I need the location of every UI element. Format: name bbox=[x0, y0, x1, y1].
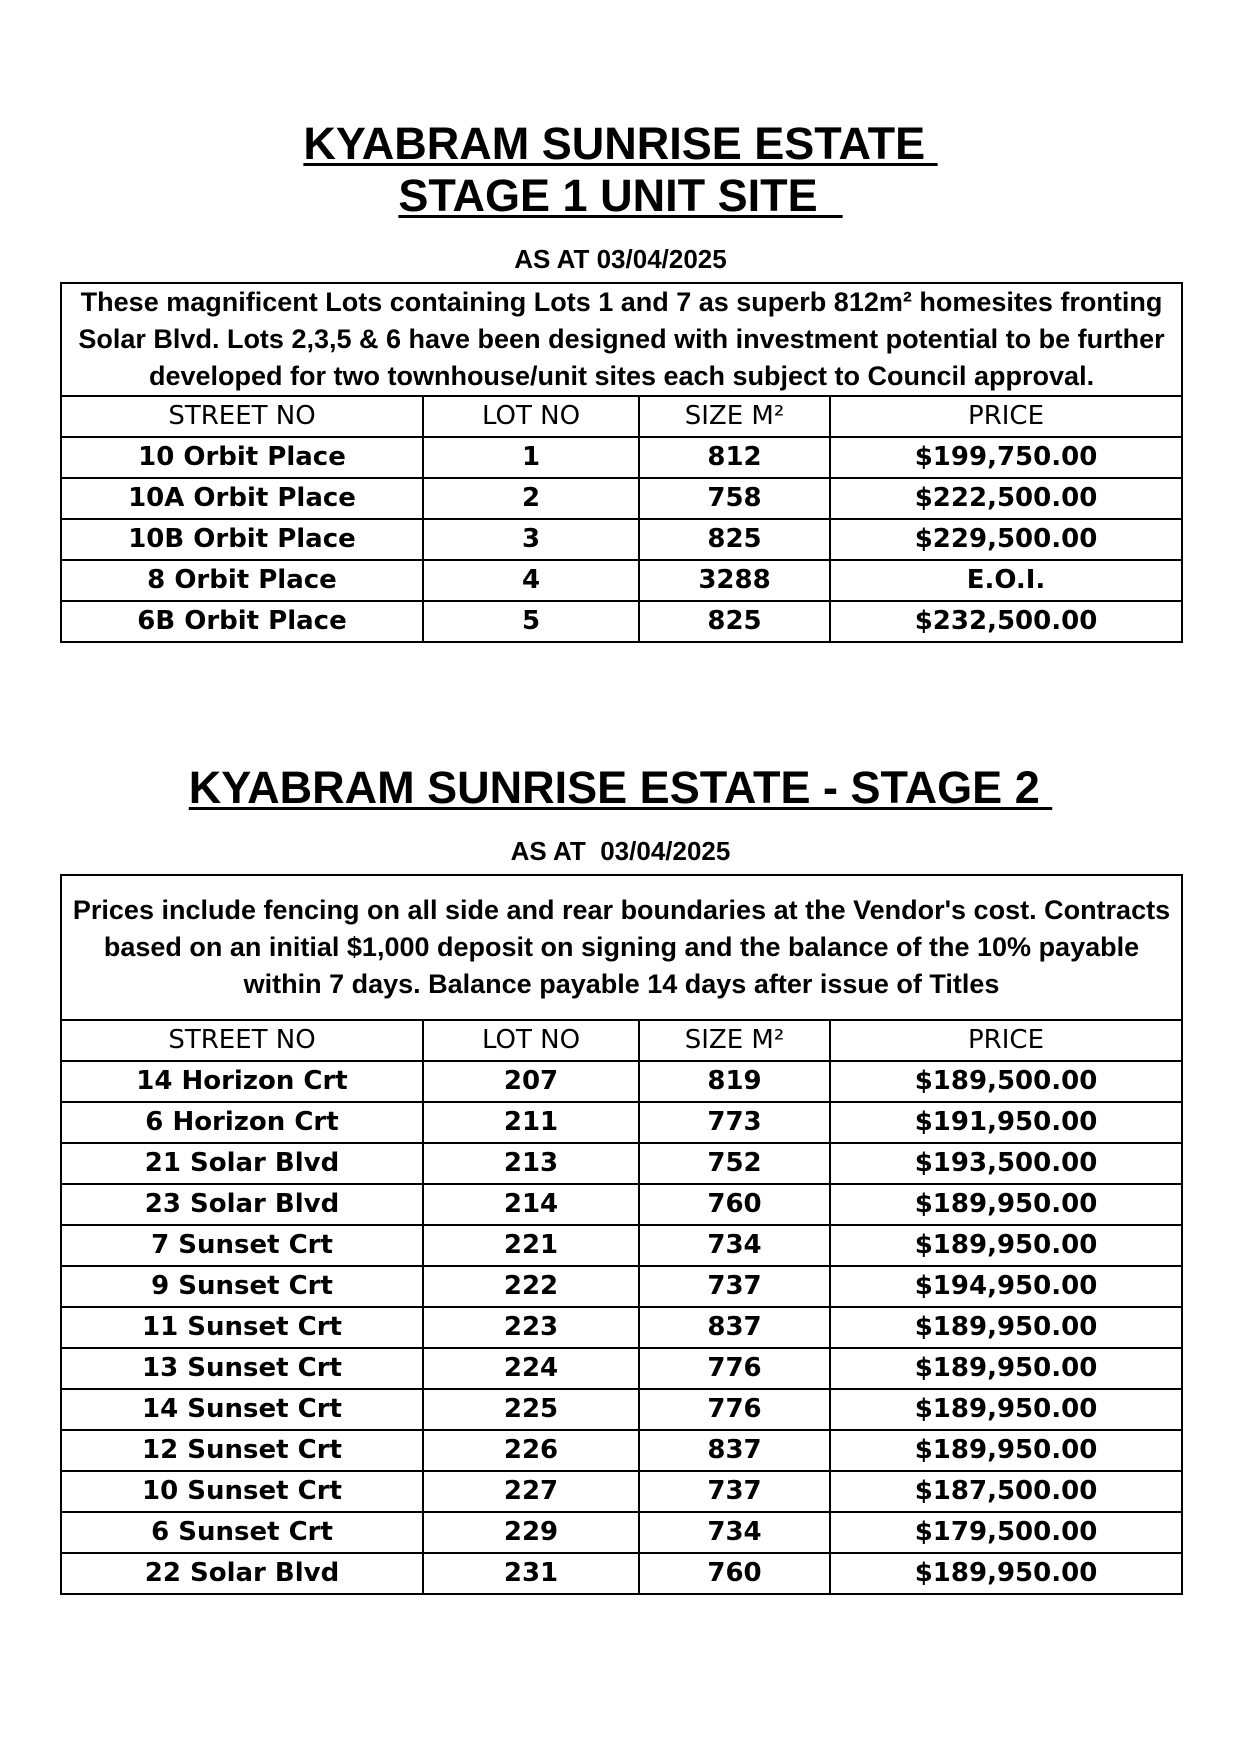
lot-row bbox=[61, 1307, 1182, 1348]
size-cell: 752 bbox=[639, 1143, 830, 1184]
lot-row bbox=[61, 1143, 1182, 1184]
lot-no-cell: 1 bbox=[423, 437, 639, 478]
lot-no-cell: 231 bbox=[423, 1553, 639, 1594]
stage1-lots-table bbox=[60, 282, 1183, 643]
size-cell: 837 bbox=[639, 1307, 830, 1348]
lot-row bbox=[61, 1389, 1182, 1430]
column-header-street-no: STREET NO bbox=[61, 1020, 423, 1061]
street-no-cell: 10B Orbit Place bbox=[61, 519, 423, 560]
lot-row bbox=[61, 1471, 1182, 1512]
price-cell: $232,500.00 bbox=[830, 601, 1182, 642]
column-header-lot-no: LOT NO bbox=[423, 396, 639, 437]
stage2-title: KYABRAM SUNRISE ESTATE - STAGE 2 bbox=[188, 762, 1053, 813]
price-cell: $229,500.00 bbox=[830, 519, 1182, 560]
size-cell: 737 bbox=[639, 1471, 830, 1512]
street-no-cell: 23 Solar Blvd bbox=[61, 1184, 423, 1225]
stage2-as-at-date: AS AT 03/04/2025 bbox=[510, 836, 731, 866]
size-cell: 737 bbox=[639, 1266, 830, 1307]
lot-no-cell: 222 bbox=[423, 1266, 639, 1307]
lot-no-cell: 2 bbox=[423, 478, 639, 519]
price-cell: $222,500.00 bbox=[830, 478, 1182, 519]
price-cell: $189,950.00 bbox=[830, 1553, 1182, 1594]
lot-row bbox=[61, 601, 1182, 642]
column-header-lot-no: LOT NO bbox=[423, 1020, 639, 1061]
column-header-size: SIZE M² bbox=[639, 1020, 830, 1061]
lot-no-cell: 3 bbox=[423, 519, 639, 560]
lot-row bbox=[61, 1102, 1182, 1143]
lot-no-cell: 226 bbox=[423, 1430, 639, 1471]
lot-row bbox=[61, 519, 1182, 560]
lot-row bbox=[61, 1184, 1182, 1225]
price-cell: $193,500.00 bbox=[830, 1143, 1182, 1184]
lot-no-cell: 221 bbox=[423, 1225, 639, 1266]
lot-row bbox=[61, 1553, 1182, 1594]
price-cell: $194,950.00 bbox=[830, 1266, 1182, 1307]
price-cell: $189,950.00 bbox=[830, 1307, 1182, 1348]
price-cell: $189,950.00 bbox=[830, 1389, 1182, 1430]
price-cell: $189,500.00 bbox=[830, 1061, 1182, 1102]
size-cell: 773 bbox=[639, 1102, 830, 1143]
size-cell: 825 bbox=[639, 519, 830, 560]
stage1-intro-row bbox=[61, 283, 1182, 396]
price-cell: $189,950.00 bbox=[830, 1430, 1182, 1471]
lot-row bbox=[61, 1348, 1182, 1389]
lot-row bbox=[61, 437, 1182, 478]
stage1-title-line1: KYABRAM SUNRISE ESTATE bbox=[303, 118, 938, 169]
lot-no-cell: 213 bbox=[423, 1143, 639, 1184]
street-no-cell: 6 Horizon Crt bbox=[61, 1102, 423, 1143]
street-no-cell: 6B Orbit Place bbox=[61, 601, 423, 642]
street-no-cell: 13 Sunset Crt bbox=[61, 1348, 423, 1389]
lot-no-cell: 227 bbox=[423, 1471, 639, 1512]
size-cell: 776 bbox=[639, 1348, 830, 1389]
street-no-cell: 14 Horizon Crt bbox=[61, 1061, 423, 1102]
lot-no-cell: 207 bbox=[423, 1061, 639, 1102]
street-no-cell: 10 Sunset Crt bbox=[61, 1471, 423, 1512]
lot-row bbox=[61, 1061, 1182, 1102]
price-cell: $187,500.00 bbox=[830, 1471, 1182, 1512]
stage1-intro-text: These magnificent Lots containing Lots 1 and 7 as superb 812m² homesites fronting Solar Blvd. Lots 2,3,5 & 6 have been designed with investment potential to be further developed for two townhouse/unit sites each subject to Council approval. bbox=[61, 283, 1182, 396]
lot-no-cell: 223 bbox=[423, 1307, 639, 1348]
lot-row bbox=[61, 1266, 1182, 1307]
lot-no-cell: 4 bbox=[423, 560, 639, 601]
street-no-cell: 21 Solar Blvd bbox=[61, 1143, 423, 1184]
size-cell: 776 bbox=[639, 1389, 830, 1430]
price-cell: $189,950.00 bbox=[830, 1348, 1182, 1389]
size-cell: 760 bbox=[639, 1553, 830, 1594]
stage2-lots-table bbox=[60, 874, 1183, 1595]
lot-no-cell: 224 bbox=[423, 1348, 639, 1389]
size-cell: 3288 bbox=[639, 560, 830, 601]
size-cell: 812 bbox=[639, 437, 830, 478]
lot-row bbox=[61, 1225, 1182, 1266]
size-cell: 837 bbox=[639, 1430, 830, 1471]
price-cell: E.O.I. bbox=[830, 560, 1182, 601]
street-no-cell: 11 Sunset Crt bbox=[61, 1307, 423, 1348]
price-cell: $191,950.00 bbox=[830, 1102, 1182, 1143]
lot-row bbox=[61, 1430, 1182, 1471]
size-cell: 758 bbox=[639, 478, 830, 519]
street-no-cell: 10 Orbit Place bbox=[61, 437, 423, 478]
street-no-cell: 12 Sunset Crt bbox=[61, 1430, 423, 1471]
lot-row bbox=[61, 560, 1182, 601]
price-cell: $179,500.00 bbox=[830, 1512, 1182, 1553]
price-cell: $199,750.00 bbox=[830, 437, 1182, 478]
stage1-header-row bbox=[61, 396, 1182, 437]
street-no-cell: 10A Orbit Place bbox=[61, 478, 423, 519]
street-no-cell: 22 Solar Blvd bbox=[61, 1553, 423, 1594]
street-no-cell: 9 Sunset Crt bbox=[61, 1266, 423, 1307]
street-no-cell: 8 Orbit Place bbox=[61, 560, 423, 601]
lot-no-cell: 225 bbox=[423, 1389, 639, 1430]
lot-no-cell: 211 bbox=[423, 1102, 639, 1143]
size-cell: 825 bbox=[639, 601, 830, 642]
street-no-cell: 6 Sunset Crt bbox=[61, 1512, 423, 1553]
street-no-cell: 14 Sunset Crt bbox=[61, 1389, 423, 1430]
size-cell: 734 bbox=[639, 1512, 830, 1553]
lot-row bbox=[61, 1512, 1182, 1553]
size-cell: 760 bbox=[639, 1184, 830, 1225]
stage2-header-row bbox=[61, 1020, 1182, 1061]
stage2-intro-row bbox=[61, 875, 1182, 1020]
size-cell: 734 bbox=[639, 1225, 830, 1266]
stage2-intro-text: Prices include fencing on all side and rear boundaries at the Vendor's cost. Contracts based on an initial $1,000 deposit on signing and the balance of the 10% payable within 7 days. Balance payable 14 days after issue of Titles bbox=[61, 875, 1182, 1020]
stage1-title-line2: STAGE 1 UNIT SITE bbox=[398, 170, 843, 221]
stage1-as-at-date: AS AT 03/04/2025 bbox=[514, 244, 727, 274]
street-no-cell: 7 Sunset Crt bbox=[61, 1225, 423, 1266]
price-cell: $189,950.00 bbox=[830, 1184, 1182, 1225]
lot-no-cell: 214 bbox=[423, 1184, 639, 1225]
column-header-price: PRICE bbox=[830, 1020, 1182, 1061]
lot-row bbox=[61, 478, 1182, 519]
size-cell: 819 bbox=[639, 1061, 830, 1102]
column-header-size: SIZE M² bbox=[639, 396, 830, 437]
lot-no-cell: 5 bbox=[423, 601, 639, 642]
price-cell: $189,950.00 bbox=[830, 1225, 1182, 1266]
lot-no-cell: 229 bbox=[423, 1512, 639, 1553]
column-header-street-no: STREET NO bbox=[61, 396, 423, 437]
column-header-price: PRICE bbox=[830, 396, 1182, 437]
